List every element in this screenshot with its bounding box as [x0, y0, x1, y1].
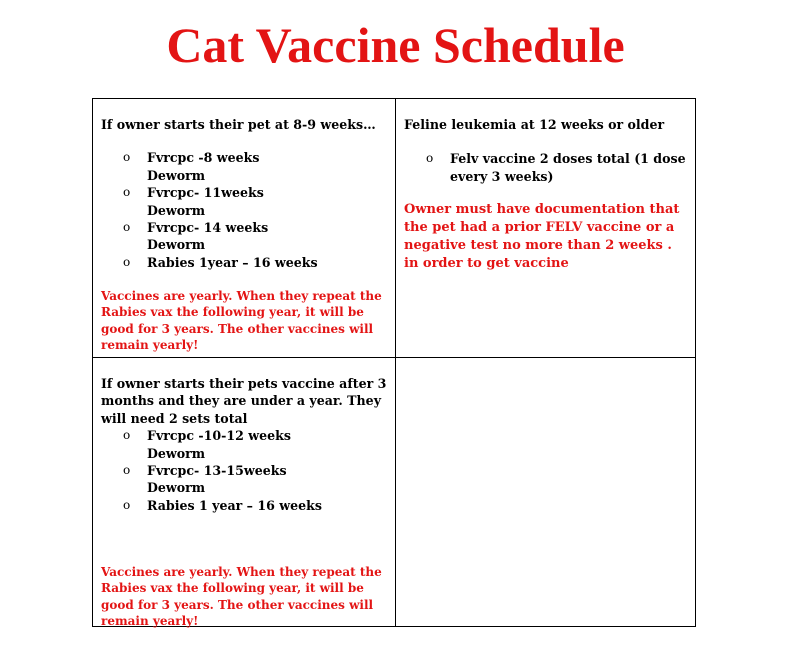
cell-heading: Feline leukemia at 12 weeks or older	[404, 117, 665, 132]
list-item	[123, 427, 389, 462]
cell-empty	[396, 358, 696, 375]
cell-early-start	[93, 99, 395, 353]
item-main: Fvrcpc- 11weeks	[147, 185, 264, 201]
list-item	[123, 219, 389, 254]
cell-feline-leukemia	[396, 99, 696, 273]
item-main: Fvrcpc- 13-15weeks	[147, 463, 287, 479]
list-item	[123, 254, 389, 271]
item-main: Fvrcpc- 14 weeks	[147, 220, 269, 236]
item-main: Fvrcpc -10-12 weeks	[147, 428, 291, 444]
item-sub: Deworm	[147, 480, 206, 496]
list-item	[123, 184, 389, 219]
list-item	[426, 150, 690, 185]
item-main: Fvrcpc -8 weeks	[147, 150, 260, 166]
documentation-note: Owner must have documentation that the pet had a prior FELV vaccine or a negative test no more than 2 weeks . in order to get vaccine	[404, 202, 680, 272]
vaccine-list	[404, 150, 690, 185]
item-main: Rabies 1year – 16 weeks	[147, 254, 318, 270]
cell-heading: If owner starts their pet at 8-9 weeks…	[101, 117, 376, 132]
item-sub: Deworm	[147, 167, 206, 183]
item-sub: Deworm	[147, 202, 206, 218]
item-sub: Deworm	[147, 237, 206, 253]
page-title: Cat Vaccine Schedule	[166, 17, 625, 73]
list-item	[123, 149, 389, 184]
cell-late-start	[93, 358, 395, 629]
cell-heading: If owner starts their pets vaccine after 3 months and they are under a year. They will need 2 sets total	[101, 376, 387, 426]
schedule-table	[92, 98, 696, 627]
item-sub: Deworm	[147, 445, 206, 461]
yearly-note: Vaccines are yearly. When they repeat the Rabies vax the following year, it will be good for 3 years. The other vaccines will remain yearly!	[101, 289, 382, 352]
item-main: Rabies 1 year – 16 weeks	[147, 497, 322, 513]
list-item	[123, 462, 389, 497]
vaccine-list	[101, 427, 389, 514]
item-main: Felv vaccine 2 doses total (1 dose every 3 weeks)	[450, 151, 686, 184]
list-item	[123, 497, 389, 514]
vaccine-list	[101, 149, 389, 271]
yearly-note: Vaccines are yearly. When they repeat the Rabies vax the following year, it will be good for 3 years. The other vaccines will remain yearly!	[101, 565, 382, 628]
